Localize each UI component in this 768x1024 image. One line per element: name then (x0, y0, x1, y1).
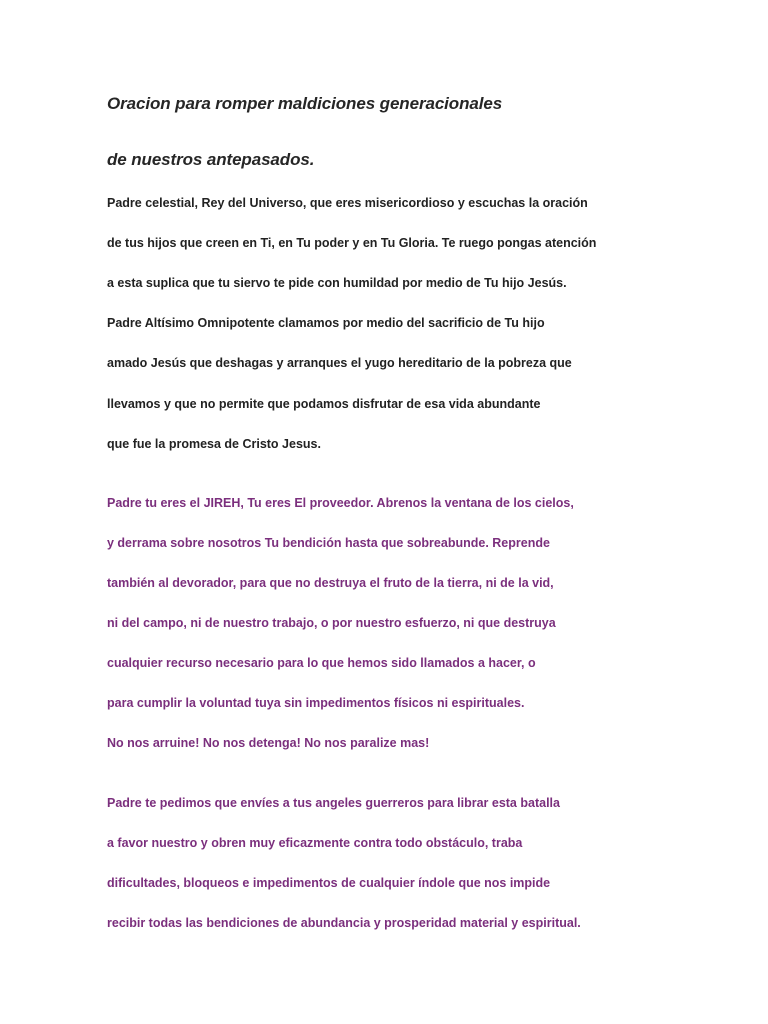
paragraph-line: dificultades, bloqueos e impedimentos de cualquier índole que nos impide (107, 876, 551, 890)
paragraph-line: recibir todas las bendiciones de abundancia y prosperidad material y espiritual. (107, 916, 581, 930)
document-title-line-2: de nuestros antepasados. (107, 150, 315, 169)
paragraph-line: a esta suplica que tu siervo te pide con humildad por medio de Tu hijo Jesús. (107, 276, 567, 290)
paragraph-line: Padre te pedimos que envíes a tus angeles guerreros para librar esta batalla (107, 796, 560, 810)
paragraph-line: también al devorador, para que no destruya el fruto de la tierra, ni de la vid, (107, 576, 554, 590)
paragraph-line: Padre Altísimo Omnipotente clamamos por medio del sacrificio de Tu hijo (107, 316, 545, 330)
paragraph-line: cualquier recurso necesario para lo que hemos sido llamados a hacer, o (107, 656, 536, 670)
paragraph-line: de tus hijos que creen en Ti, en Tu poder y en Tu Gloria. Te ruego pongas atención (107, 236, 597, 250)
paragraph-line: para cumplir la voluntad tuya sin impedimentos físicos ni espirituales. (107, 696, 525, 710)
paragraph-line: a favor nuestro y obren muy eficazmente contra todo obstáculo, traba (107, 836, 523, 850)
paragraph-line: amado Jesús que deshagas y arranques el yugo hereditario de la pobreza que (107, 356, 572, 370)
paragraph-line: y derrama sobre nosotros Tu bendición hasta que sobreabunde. Reprende (107, 536, 550, 550)
paragraph-line: llevamos y que no permite que podamos disfrutar de esa vida abundante (107, 397, 541, 411)
paragraph-line: ni del campo, ni de nuestro trabajo, o por nuestro esfuerzo, ni que destruya (107, 616, 556, 630)
paragraph-line: Padre tu eres el JIREH, Tu eres El proveedor. Abrenos la ventana de los cielos, (107, 496, 574, 510)
paragraph-line: que fue la promesa de Cristo Jesus. (107, 437, 321, 451)
paragraph-line: Padre celestial, Rey del Universo, que eres misericordioso y escuchas la oración (107, 196, 588, 210)
paragraph-line: No nos arruine! No nos detenga! No nos paralize mas! (107, 736, 430, 750)
document-title-line-1: Oracion para romper maldiciones generacionales (107, 94, 503, 113)
